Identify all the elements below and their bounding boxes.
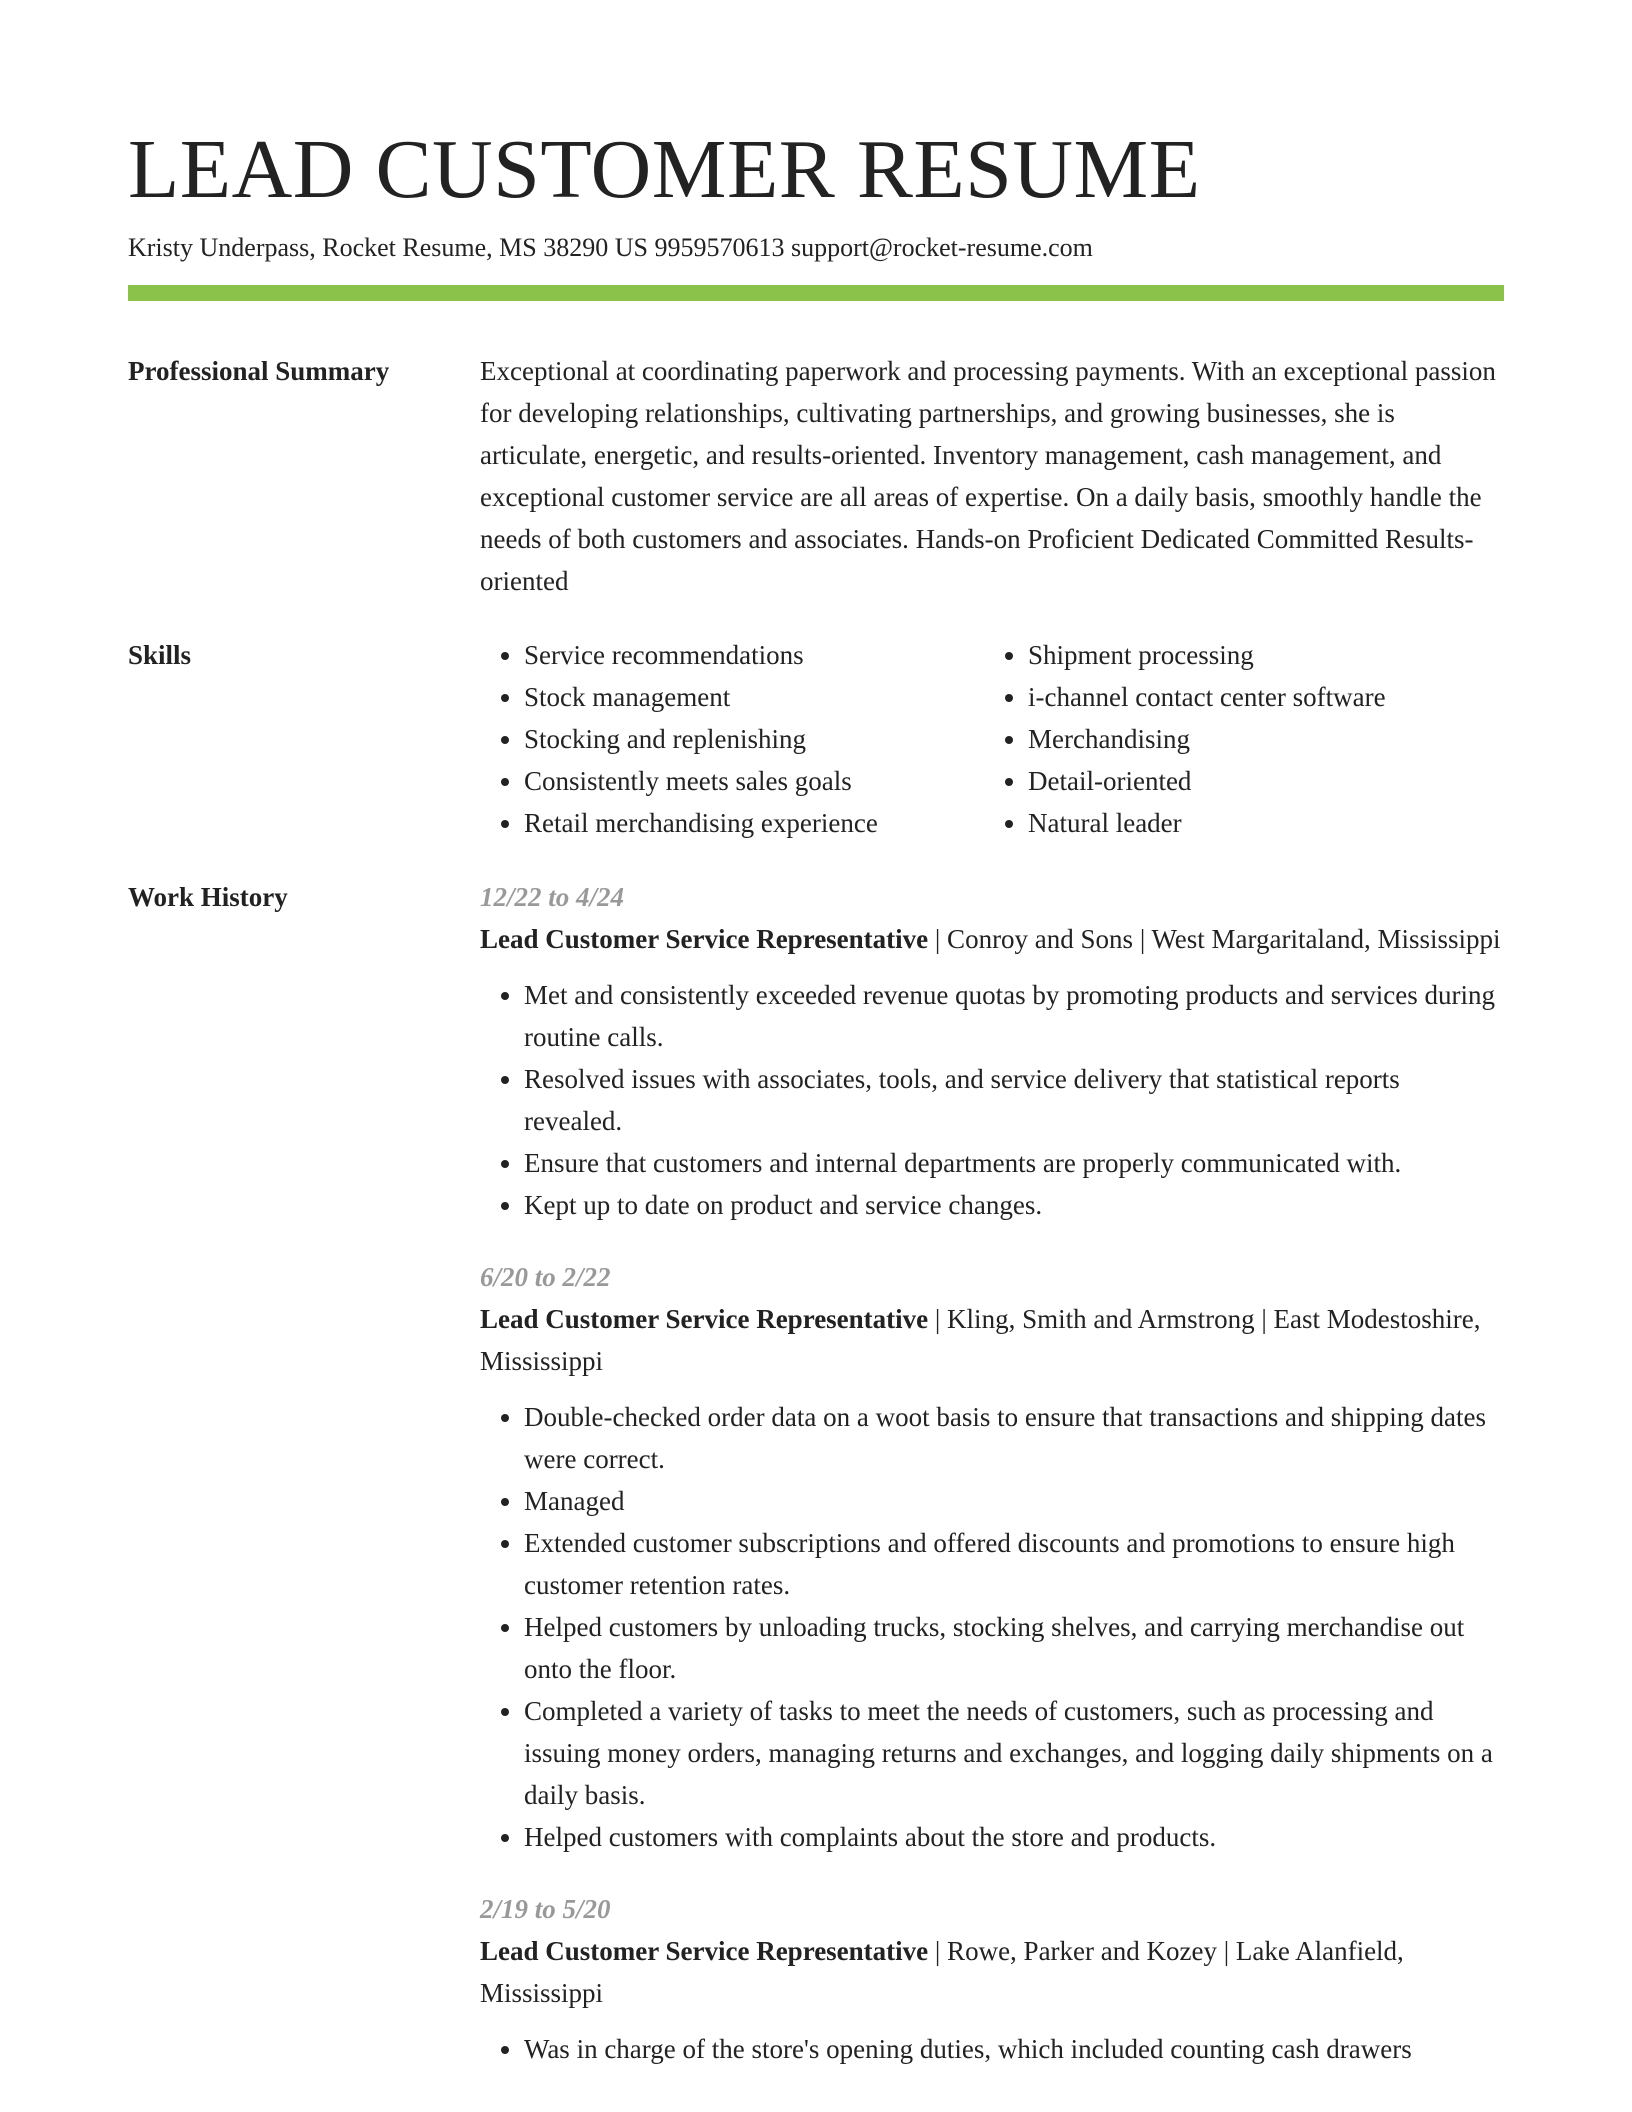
skills-content: [480, 634, 1504, 844]
section-label-work-history: Work History: [128, 882, 288, 912]
job-bullet: • Ensure that customers and internal departments are properly communicated with.: [524, 1142, 1504, 1184]
job-bullet: • Double-checked order data on a woot basis to ensure that transactions and shipping dates were correct.: [524, 1396, 1504, 1480]
resume-title: LEAD CUSTOMER RESUME: [128, 123, 1201, 216]
job-title: Lead Customer Service Representative: [480, 924, 929, 954]
header-divider: [128, 285, 1504, 301]
skill-item: • Detail-oriented: [1028, 760, 1488, 802]
job-bullet: • Resolved issues with associates, tools, and service delivery that statistical reports revealed.: [524, 1058, 1504, 1142]
skill-item: • Retail merchandising experience: [524, 802, 984, 844]
resume-header: [128, 120, 1504, 266]
skill-item: • Service recommendations: [524, 634, 984, 676]
work-history-section: [128, 876, 1504, 2100]
job-bullet: • Was in charge of the store's opening duties, which included counting cash drawers: [524, 2028, 1504, 2070]
job-dates: 12/22 to 4/24: [480, 882, 625, 912]
skill-item: • i-channel contact center software: [1028, 676, 1488, 718]
skill-item: • Stocking and replenishing: [524, 718, 984, 760]
job-entry: [480, 1256, 1504, 1858]
job-bullet: • Kept up to date on product and service changes.: [524, 1184, 1504, 1226]
job-bullets: [480, 1396, 1504, 1858]
job-bullet: • Completed a variety of tasks to meet the needs of customers, such as processing and issuing money orders, managing returns and exchanges, and logging daily shipments on a daily basis.: [524, 1690, 1504, 1816]
job-title: Lead Customer Service Representative: [480, 1304, 929, 1334]
job-entry: [480, 876, 1504, 1226]
skill-item: • Consistently meets sales goals: [524, 760, 984, 802]
job-bullets: [480, 2028, 1504, 2070]
job-employer-location: | Kling, Smith and Armstrong | East Modestoshire, Mississippi: [480, 1304, 1481, 1376]
job-title-line: [480, 1298, 1504, 1382]
job-dates: 2/19 to 5/20: [480, 1894, 611, 1924]
skill-item: • Merchandising: [1028, 718, 1488, 760]
job-bullet: • Managed: [524, 1480, 1504, 1522]
job-title-line: [480, 1930, 1504, 2014]
resume-body: [128, 350, 1504, 2112]
section-label-summary: Professional Summary: [128, 356, 390, 386]
job-bullet: • Met and consistently exceeded revenue quotas by promoting products and services during routine calls.: [524, 974, 1504, 1058]
professional-summary-section: [128, 350, 1504, 602]
skills-list-left: [480, 634, 984, 844]
job-employer-location: | Conroy and Sons | West Margaritaland, Mississippi: [928, 924, 1501, 954]
job-title: Lead Customer Service Representative: [480, 1936, 929, 1966]
skills-list-right: [984, 634, 1488, 844]
job-bullet: • Extended customer subscriptions and offered discounts and promotions to ensure high customer retention rates.: [524, 1522, 1504, 1606]
job-dates: 6/20 to 2/22: [480, 1262, 611, 1292]
job-title-line: [480, 918, 1504, 960]
contact-line: Kristy Underpass, Rocket Resume, MS 38290 US 9959570613 support@rocket-resume.com: [128, 233, 1093, 262]
job-bullet: • Helped customers by unloading trucks, stocking shelves, and carrying merchandise out onto the floor.: [524, 1606, 1504, 1690]
job-entry: [480, 1888, 1504, 2070]
summary-text: Exceptional at coordinating paperwork and processing payments. With an exceptional passion for developing relationships, cultivating partnerships, and growing businesses, she is articulate, energetic, and results-oriented. Inventory management, cash management, and exceptional customer service are all areas of expertise. On a daily basis, smoothly handle the needs of both customers and associates. Hands-on Proficient Dedicated Committed Results-oriented: [480, 356, 1496, 596]
skills-section: [128, 634, 1504, 844]
skill-item: • Natural leader: [1028, 802, 1488, 844]
section-label-skills: Skills: [128, 640, 192, 670]
job-bullet: • Helped customers with complaints about the store and products.: [524, 1816, 1504, 1858]
skill-item: • Stock management: [524, 676, 984, 718]
job-bullets: [480, 974, 1504, 1226]
work-history-content: [480, 876, 1504, 2100]
skill-item: • Shipment processing: [1028, 634, 1488, 676]
summary-content: [480, 350, 1504, 602]
job-employer-location: | Rowe, Parker and Kozey | Lake Alanfield, Mississippi: [480, 1936, 1404, 2008]
